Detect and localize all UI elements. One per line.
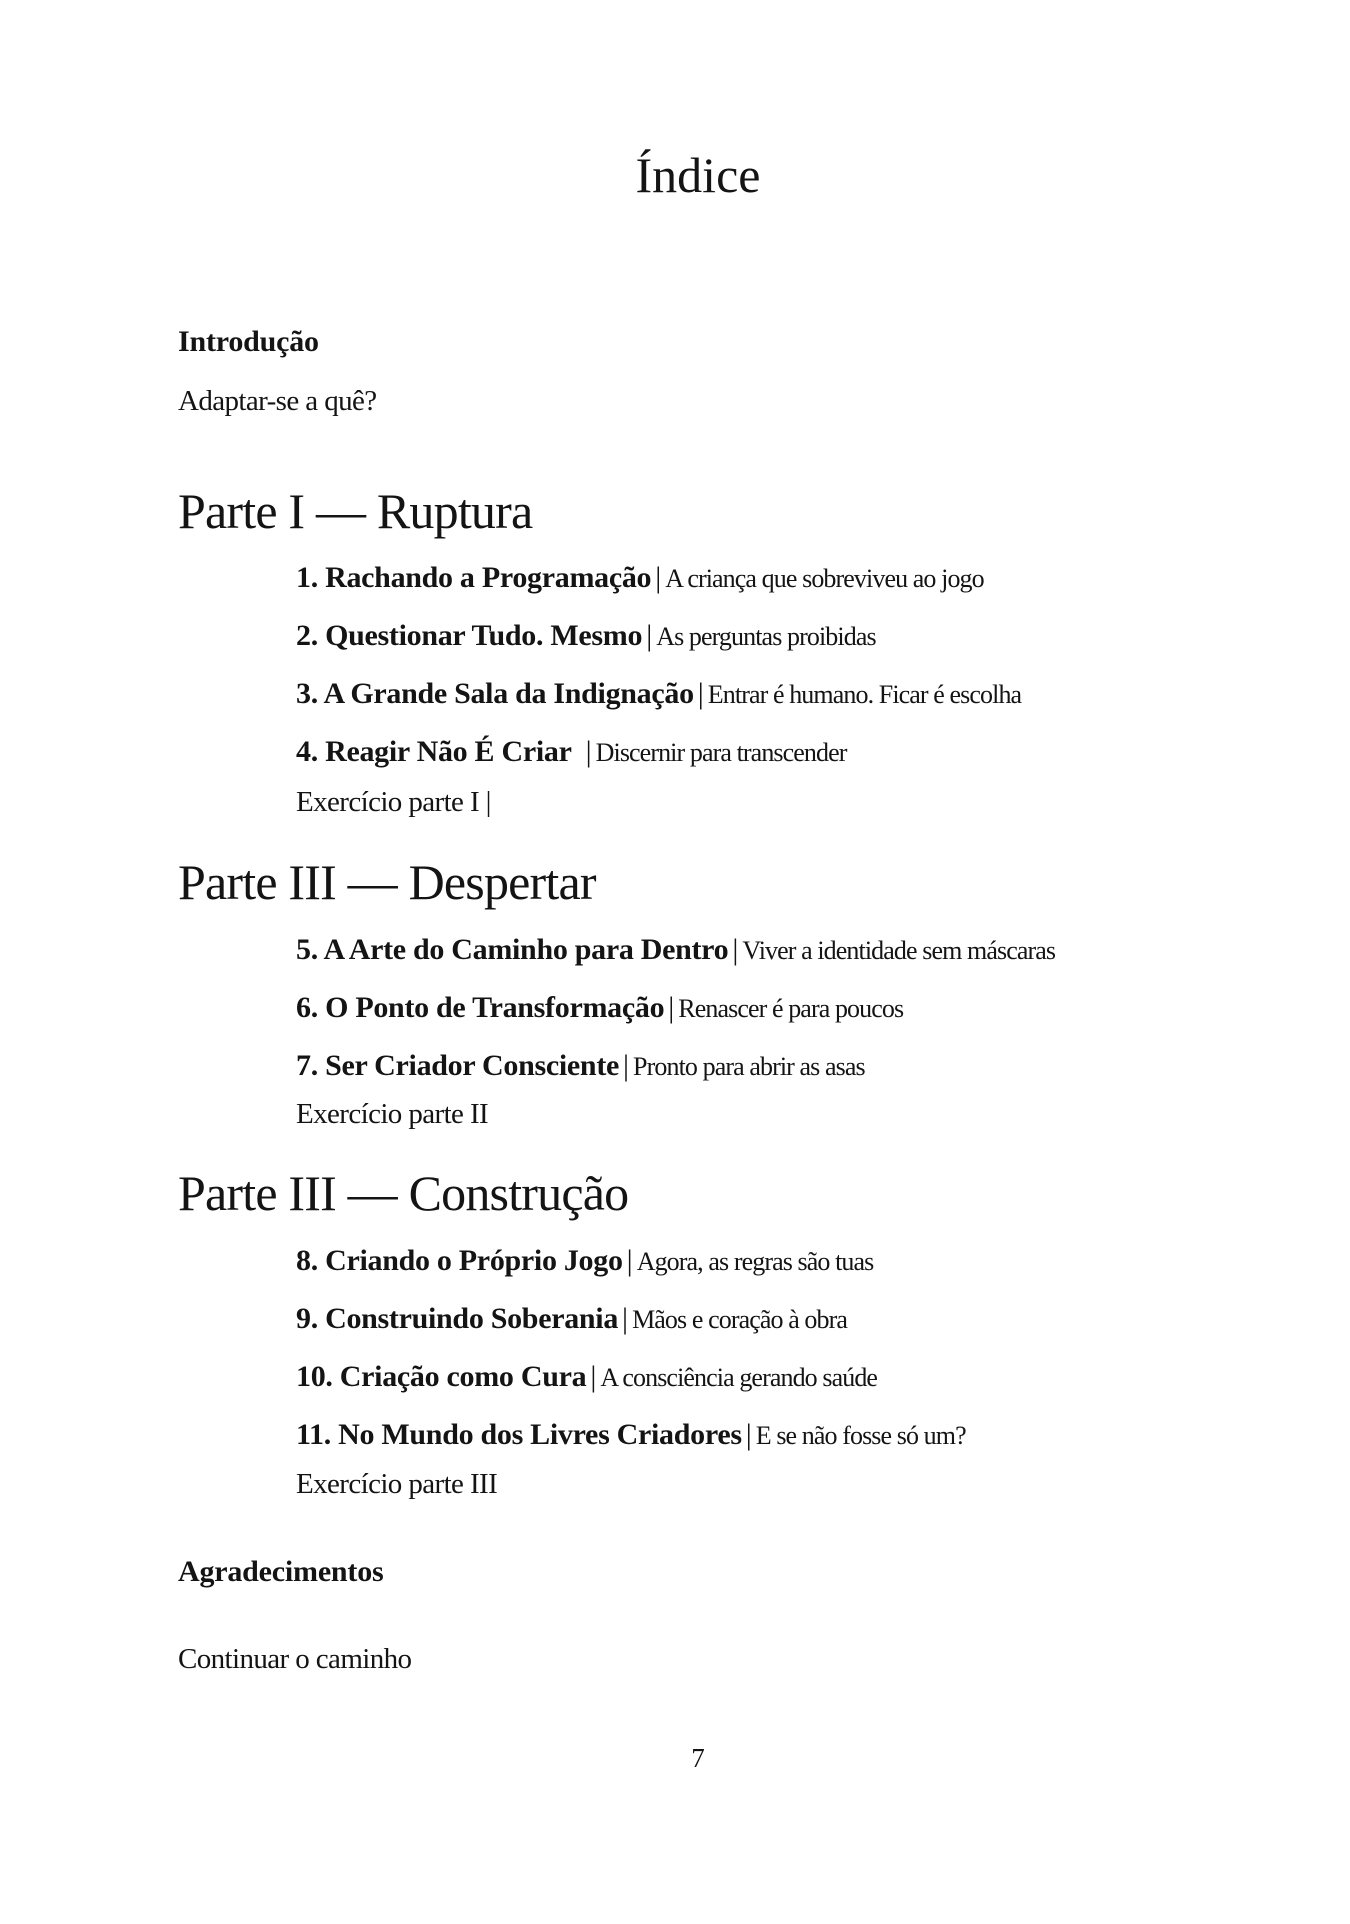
part-2-heading: Parte III — Despertar: [178, 854, 596, 910]
chapter-subtitle: E se não fosse só um?: [755, 1421, 966, 1450]
chapter-separator: |: [697, 677, 704, 710]
toc-entry-chapter-7: [296, 1051, 865, 1081]
chapter-separator: |: [745, 1418, 752, 1451]
toc-entry-chapter-1: [296, 563, 984, 593]
chapter-separator: |: [655, 561, 662, 594]
chapter-title: 9. Construindo Soberania: [296, 1302, 619, 1335]
chapter-subtitle: As perguntas proibidas: [656, 622, 876, 651]
toc-entry-chapter-10: [296, 1362, 877, 1392]
chapter-subtitle: Entrar é humano. Ficar é escolha: [707, 680, 1022, 709]
exercise-part-3: Exercício parte III: [296, 1468, 498, 1500]
intro-label: Introdução: [178, 325, 319, 358]
acknowledgements-label: Agradecimentos: [178, 1555, 384, 1588]
chapter-title: 10. Criação como Cura: [296, 1360, 587, 1393]
chapter-separator: |: [622, 1302, 629, 1335]
chapter-subtitle: A criança que sobreviveu ao jogo: [665, 564, 984, 593]
chapter-subtitle: Mãos e coração à obra: [632, 1305, 848, 1334]
chapter-title: 6. O Ponto de Transformação: [296, 991, 665, 1024]
page-number: 7: [691, 1743, 705, 1773]
chapter-subtitle: Renascer é para poucos: [678, 994, 904, 1023]
chapter-separator: |: [646, 619, 653, 652]
page-title: Índice: [635, 147, 761, 203]
toc-entry-chapter-4: [296, 737, 847, 767]
chapter-subtitle: Pronto para abrir as asas: [633, 1052, 865, 1081]
chapter-subtitle: A consciência gerando saúde: [600, 1363, 878, 1392]
chapter-title: 8. Criando o Próprio Jogo: [296, 1244, 623, 1277]
chapter-separator: |: [626, 1244, 633, 1277]
chapter-subtitle: Agora, as regras são tuas: [636, 1247, 874, 1276]
chapter-separator: |: [732, 933, 739, 966]
toc-entry-chapter-5: [296, 935, 1055, 965]
toc-entry-chapter-11: [296, 1420, 966, 1450]
toc-entry-chapter-3: [296, 679, 1021, 709]
exercise-part-2: Exercício parte II: [296, 1098, 489, 1130]
toc-entry-chapter-9: [296, 1304, 847, 1334]
chapter-title: 2. Questionar Tudo. Mesmo: [296, 619, 643, 652]
chapter-title: 7. Ser Criador Consciente: [296, 1049, 620, 1082]
intro-subtitle: Adaptar-se a quê?: [178, 385, 377, 417]
acknowledgements-subtitle: Continuar o caminho: [178, 1643, 412, 1675]
toc-entry-chapter-8: [296, 1246, 873, 1276]
chapter-title: 5. A Arte do Caminho para Dentro: [296, 933, 729, 966]
part-1-heading: Parte I — Ruptura: [178, 483, 533, 539]
part-3-heading: Parte III — Construção: [178, 1165, 629, 1221]
chapter-separator: |: [668, 991, 675, 1024]
chapter-title: 11. No Mundo dos Livres Criadores: [296, 1418, 742, 1451]
chapter-title: 4. Reagir Não É Criar: [296, 735, 572, 768]
chapter-title: 1. Rachando a Programação: [296, 561, 652, 594]
toc-entry-chapter-2: [296, 621, 876, 651]
chapter-separator: |: [590, 1360, 597, 1393]
chapter-separator: |: [623, 1049, 630, 1082]
chapter-separator: |: [585, 735, 592, 768]
chapter-subtitle: Viver a identidade sem máscaras: [742, 936, 1056, 965]
exercise-part-1: Exercício parte I |: [296, 786, 491, 818]
chapter-title: 3. A Grande Sala da Indignação: [296, 677, 694, 710]
chapter-subtitle: Discernir para transcender: [595, 738, 847, 767]
toc-entry-chapter-6: [296, 993, 903, 1023]
